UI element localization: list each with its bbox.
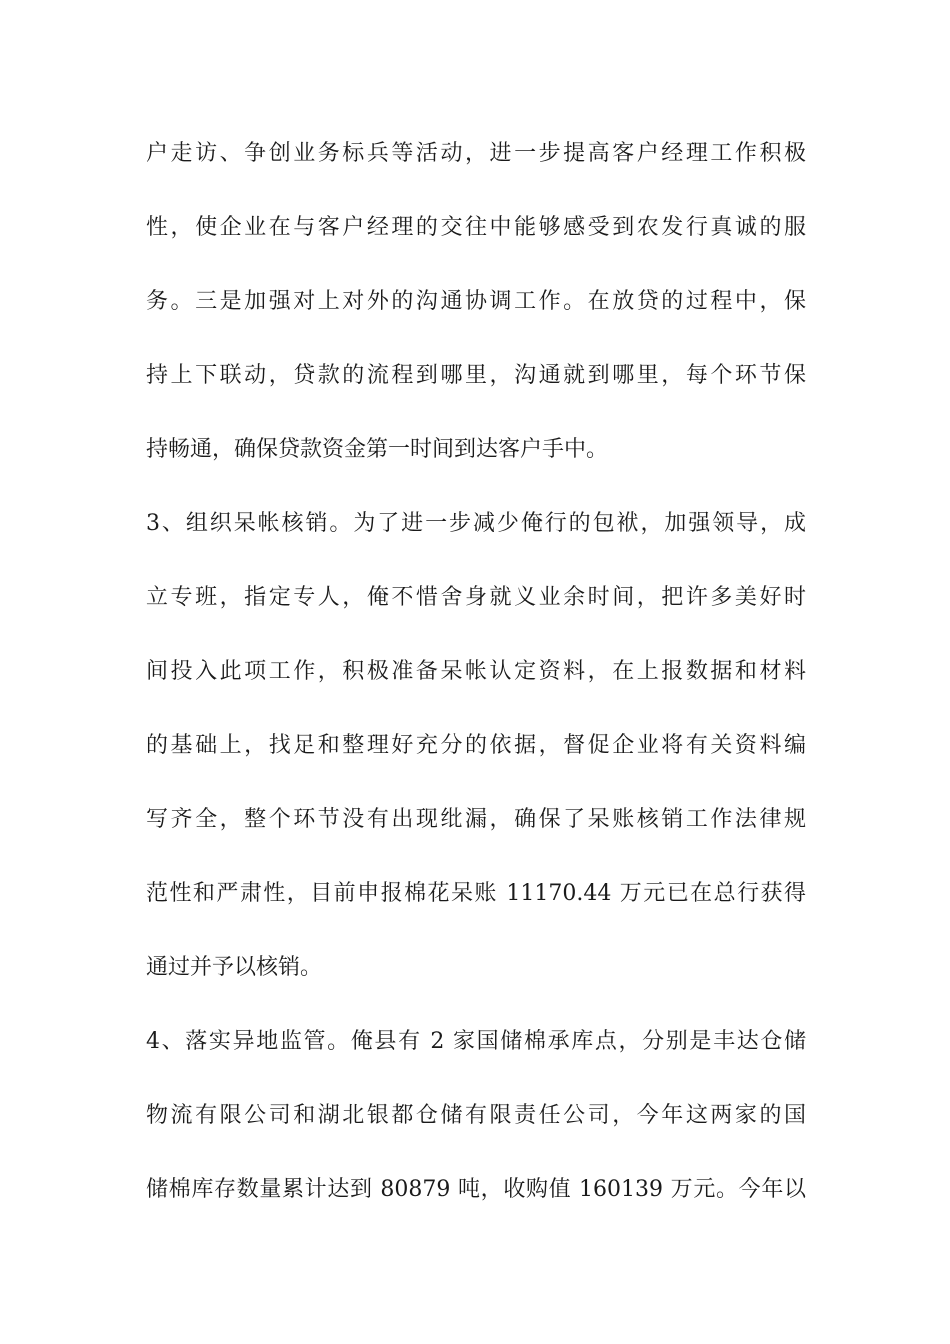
text-line: 物流有限公司和湖北银都仓储有限责任公司，今年这两家的国: [146, 1103, 806, 1128]
text-line: 范性和严肃性，目前申报棉花呆账 11170.44 万元已在总行获得: [146, 881, 806, 906]
text-line: 的基础上，找足和整理好充分的依据，督促企业将有关资料编: [146, 733, 806, 758]
text-line: 3、组织呆帐核销。为了进一步减少俺行的包袱，加强领导，成: [146, 511, 806, 536]
text-line: 4、落实异地监管。俺县有 2 家国储棉承库点，分别是丰达仓储: [146, 1029, 806, 1054]
document-body: [146, 130, 806, 1240]
text-line: 务。三是加强对上对外的沟通协调工作。在放贷的过程中，保: [146, 289, 806, 314]
text-line: 性，使企业在与客户经理的交往中能够感受到农发行真诚的服: [146, 215, 806, 240]
text-line: 通过并予以核销。: [146, 955, 323, 980]
text-line: 持畅通，确保贷款资金第一时间到达客户手中。: [146, 437, 609, 462]
text-line: 户走访、争创业务标兵等活动，进一步提高客户经理工作积极: [146, 141, 806, 166]
text-line: 间投入此项工作，积极准备呆帐认定资料，在上报数据和材料: [146, 659, 806, 684]
text-line: 持上下联动，贷款的流程到哪里，沟通就到哪里，每个环节保: [146, 363, 806, 388]
text-line: 立专班，指定专人，俺不惜舍身就义业余时间，把许多美好时: [146, 585, 806, 610]
text-line: 写齐全，整个环节没有出现纰漏，确保了呆账核销工作法律规: [146, 807, 806, 832]
text-line: 储棉库存数量累计达到 80879 吨，收购值 160139 万元。今年以: [146, 1177, 806, 1202]
